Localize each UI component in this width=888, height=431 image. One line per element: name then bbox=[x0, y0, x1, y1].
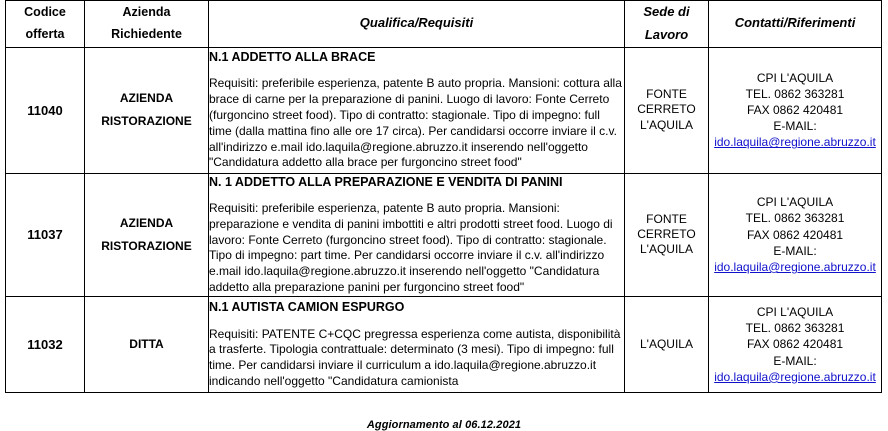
header-sede-line2: Lavoro bbox=[644, 26, 689, 42]
contatti-telephone: TEL. 0862 363281 bbox=[745, 211, 845, 226]
header-azienda-line1: Azienda bbox=[122, 4, 171, 19]
cell-azienda-richiedente bbox=[85, 296, 209, 392]
contatti-telephone: TEL. 0862 363281 bbox=[745, 86, 845, 101]
contatti-email-link[interactable]: ido.laquila@regione.abruzzo.it bbox=[714, 369, 876, 384]
header-row bbox=[6, 1, 882, 48]
cell-codice-offerta: 11040 bbox=[6, 47, 85, 173]
cell-contatti-riferimenti bbox=[709, 296, 882, 392]
azienda-line2: RISTORAZIONE bbox=[101, 114, 192, 128]
column-header-contatti-riferimenti bbox=[709, 1, 882, 48]
contatti-cpi: CPI L'AQUILA bbox=[756, 305, 834, 319]
cell-qualifica-requisiti bbox=[209, 296, 625, 392]
cell-codice-offerta: 11037 bbox=[6, 173, 85, 296]
contatti-email-link[interactable]: ido.laquila@regione.abruzzo.it bbox=[714, 260, 876, 275]
sede-line1: FONTE bbox=[646, 86, 687, 101]
qualifica-body: Requisiti: preferibile esperienza, patente B auto propria. Mansioni: cottura alla brace di carne per la preparazione di panini. Luogo di lavoro: Fonte Cerreto (furgoncino street food). Tipo di contratto: stagionale. Tipo di impegno: full time (dalla mattina fino alle ore 17 circa). Per candidarsi occorre inviare il c.v. all'indirizzo e.mail ido.laquila@regione.abruzzo.it inserendo nell'oggetto "Candidatura addetto alla brace per furgoncino street food" bbox=[209, 76, 622, 170]
qualifica-title: N.1 ADDETTO ALLA BRACE bbox=[209, 49, 376, 64]
azienda-line1: AZIENDA bbox=[119, 215, 174, 230]
header-qualifica-line1: Qualifica/Requisiti bbox=[359, 15, 474, 31]
sede-line2: CERRETO bbox=[637, 102, 696, 117]
sede-line3: L'AQUILA bbox=[640, 117, 693, 132]
column-header-codice-offerta bbox=[6, 1, 85, 48]
cell-sede-di-lavoro bbox=[625, 173, 709, 296]
document-footer-update-date: Aggiornamento al 06.12.2021 bbox=[366, 418, 522, 431]
column-header-azienda-richiedente bbox=[85, 1, 209, 48]
table-row bbox=[6, 47, 882, 173]
cell-sede-di-lavoro bbox=[625, 296, 709, 392]
qualifica-body: Requisiti: PATENTE C+CQC pregressa esperienza come autista, disponibilità a trasferte. Tipologia contrattuale: determinato (3 mesi). Tipo di impegno: full time. Per candidarsi inviare il curriculum a ido.laquila@regione.abruzzo.it indicando nell'oggetto "Candidatura camionista bbox=[209, 326, 621, 389]
header-codice-line1: Codice bbox=[24, 4, 66, 19]
cell-azienda-richiedente bbox=[85, 173, 209, 296]
cell-qualifica-requisiti bbox=[209, 173, 625, 296]
table-header bbox=[6, 1, 882, 48]
sede-line1: L'AQUILA bbox=[640, 336, 693, 351]
qualifica-title: N. 1 ADDETTO ALLA PREPARAZIONE E VENDITA DI PANINI bbox=[209, 174, 563, 189]
contatti-email-link[interactable]: ido.laquila@regione.abruzzo.it bbox=[714, 135, 876, 150]
contatti-telephone: TEL. 0862 363281 bbox=[745, 321, 845, 336]
sede-line3: L'AQUILA bbox=[640, 242, 693, 257]
contatti-fax: FAX 0862 420481 bbox=[746, 337, 844, 352]
table-row bbox=[6, 296, 882, 392]
sede-line1: FONTE bbox=[646, 211, 687, 226]
contatti-cpi: CPI L'AQUILA bbox=[756, 70, 834, 85]
column-header-sede-di-lavoro bbox=[625, 1, 709, 48]
contatti-email-label: E-MAIL: bbox=[773, 119, 817, 134]
sede-line2: CERRETO bbox=[637, 227, 696, 242]
column-header-qualifica-requisiti bbox=[209, 1, 625, 48]
job-offers-table bbox=[5, 0, 882, 393]
contatti-email-label: E-MAIL: bbox=[773, 353, 817, 368]
header-sede-line1: Sede di bbox=[643, 4, 690, 19]
qualifica-body: Requisiti: preferibile esperienza, patente B auto propria. Mansioni: preparazione e vendita di panini imbottiti e altri prodotti street food. Luogo di lavoro: Fonte Cerreto (furgoncino street food). Tipo di contratto: stagionale. Tipo di impegno: part time. Per candidarsi occorre inviare il c.v. all'indirizzo e.mail ido.laquila@regione.abruzzo.it inserendo nell'oggetto "Candidatura addetto alla preparazione panini per furgoncino street food" bbox=[209, 201, 613, 295]
qualifica-title: N.1 AUTISTA CAMION ESPURGO bbox=[209, 300, 405, 315]
table-body bbox=[6, 47, 882, 392]
cell-codice-offerta: 11032 bbox=[6, 296, 85, 392]
header-codice-line2: offerta bbox=[25, 26, 65, 41]
cell-contatti-riferimenti bbox=[709, 47, 882, 173]
cell-contatti-riferimenti bbox=[709, 173, 882, 296]
header-azienda-line2: Richiedente bbox=[111, 26, 182, 41]
cell-sede-di-lavoro bbox=[625, 47, 709, 173]
contatti-fax: FAX 0862 420481 bbox=[746, 227, 844, 242]
contatti-fax: FAX 0862 420481 bbox=[746, 102, 844, 117]
cell-azienda-richiedente bbox=[85, 47, 209, 173]
table-row bbox=[6, 173, 882, 296]
cell-qualifica-requisiti bbox=[209, 47, 625, 173]
azienda-line2: RISTORAZIONE bbox=[101, 238, 192, 253]
azienda-line1: AZIENDA bbox=[119, 91, 174, 106]
azienda-line1: DITTA bbox=[129, 337, 164, 352]
header-contatti-line1: Contatti/Riferimenti bbox=[734, 15, 856, 31]
contatti-cpi: CPI L'AQUILA bbox=[756, 195, 834, 210]
contatti-email-label: E-MAIL: bbox=[773, 243, 817, 258]
